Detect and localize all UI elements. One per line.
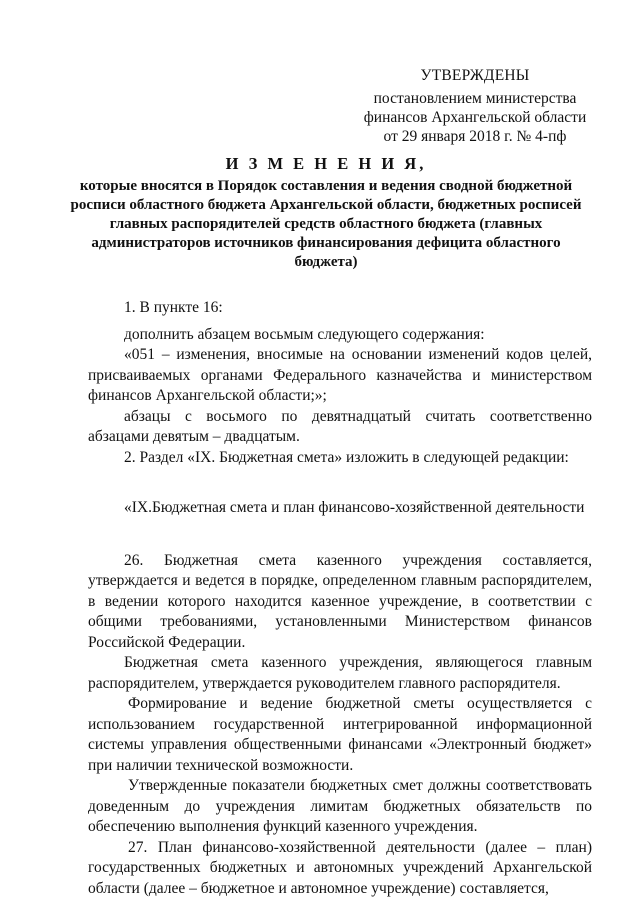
paragraph-1: 1. В пункте 16: [124,299,223,316]
paragraph-27: 27. План финансово-хозяйственной деятельности (далее – план) государственных бюджетных и автономных учреждений Архангельской области (далее – бюджетное и автономное учреждение) составляется, [88,838,592,897]
approval-head: УТВЕРЖДЕНЫ [420,67,530,84]
paragraph-4: абзацы с восьмого по девятнадцатый считать соответственно абзацами девятым – двадцатым. [88,407,592,445]
paragraph-8: Формирование и ведение бюджетной сметы осуществляется с использованием государственной интегрированной информационной системы управления общественными финансами «Электронный бюджет» при наличии технической возможности. [88,695,592,774]
paragraph-9: Утвержденные показатели бюджетных смет должны соответствовать доведенным до учреждения лимитам бюджетных обязательств по обеспечению выполнения функций казенного учреждения. [88,777,592,835]
approval-line-1: постановлением министерства [373,90,577,107]
document-heading [60,154,592,272]
approval-line-3: от 29 января 2018 г. № 4-пф [383,128,567,145]
document-title: И З М Е Н Е Н И Я, [225,154,427,173]
paragraph-7: Бюджетная смета казенного учреждения, являющегося главным распорядителем, утверждается руководителем главного распорядителя. [88,654,592,692]
document-body [88,298,592,899]
approval-stamp [360,66,590,146]
document-subtitle: которые вносятся в Порядок составления и ведения сводной бюджетной росписи областного бюджета Архангельской области, бюджетных росписей главных распорядителей средств областного бюджета (главных администраторов источников финансирования дефицита областного бюджета) [70,178,582,270]
paragraph-5: 2. Раздел «IX. Бюджетная смета» изложить в следующей редакции: [124,448,569,466]
paragraph-2: дополнить абзацем восьмым следующего содержания: [124,325,485,343]
approval-line-2: финансов Архангельской области [363,109,587,126]
paragraph-3: «051 – изменения, вносимые на основании изменений кодов целей, присваиваемых органами Федерального казначейства и министерством финансов Архангельской области;»; [88,346,592,404]
section-heading: «IX.Бюджетная смета и план финансово-хозяйственной деятельности [124,499,585,516]
paragraph-26: 26. Бюджетная смета казенного учреждения составляется, утверждается и ведется в порядке, определенном главным распорядителем, в ведении которого находится казенное учреждение, в соответствии с общими требованиями, установленными Министерством финансов Российской Федерации. [88,551,592,651]
